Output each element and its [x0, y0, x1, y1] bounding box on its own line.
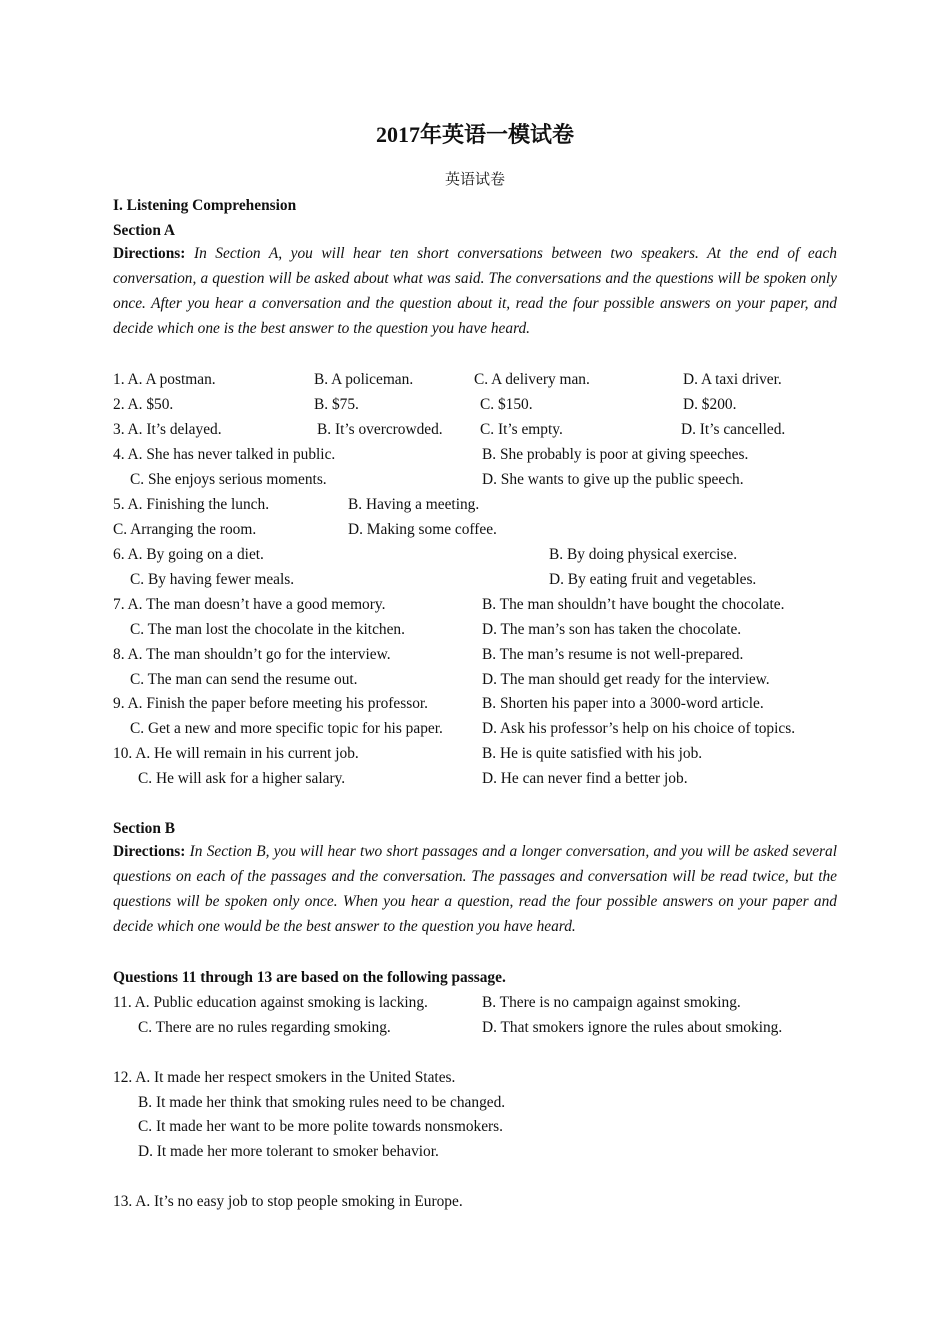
page-subtitle: 英语试卷 [444, 172, 505, 188]
q5-option-d: D. Making some coffee. [348, 521, 497, 538]
q5-option-c: C. Arranging the room. [113, 521, 257, 538]
directions-label: Directions: [113, 843, 186, 860]
section-a-directions [113, 242, 837, 342]
q6-option-d: D. By eating fruit and vegetables. [549, 571, 757, 588]
q2-option-d: D. $200. [683, 396, 737, 413]
q4-option-b: B. She probably is poor at giving speeches. [482, 446, 749, 463]
directions-text: In Section B, you will hear two short passages and a longer conversation, and you will be asked several questions on each of the passages and the conversation. The passages and conversation will be read twice, but the questions will be spoken only once. When you hear a question, read the four possible answers on your paper and decide which one would be the best answer to the question you have heard. [113, 843, 837, 935]
directions-text: In Section A, you will hear ten short conversations between two speakers. At the end of each conversation, a question will be asked about what was said. The conversations and the questions will be spoken only once. After you hear a conversation and the question about it, read the four possible answers on your paper, and decide which one is the best answer to the question you have heard. [113, 245, 837, 337]
q9-option-a: 9. A. Finish the paper before meeting his professor. [113, 695, 429, 712]
q4-option-c: C. She enjoys serious moments. [130, 471, 327, 488]
q10-option-a: 10. A. He will remain in his current job. [113, 745, 359, 762]
q8-option-b: B. The man’s resume is not well-prepared. [482, 646, 744, 663]
page-title: 2017年英语一模试卷 [375, 122, 574, 147]
directions-label: Directions: [113, 245, 186, 262]
q3-option-c: C. It’s empty. [480, 421, 563, 438]
q8-option-a: 8. A. The man shouldn’t go for the interview. [113, 646, 391, 663]
q3-option-a: 3. A. It’s delayed. [113, 421, 222, 438]
q6-option-a: 6. A. By going on a diet. [113, 546, 264, 563]
passage-heading: Questions 11 through 13 are based on the following passage. [113, 969, 506, 986]
part-heading: I. Listening Comprehension [113, 197, 297, 214]
q6-option-c: C. By having fewer meals. [130, 571, 295, 588]
q11-option-a: 11. A. Public education against smoking is lacking. [113, 994, 428, 1011]
q7-option-c: C. The man lost the chocolate in the kitchen. [130, 621, 405, 638]
q8-option-c: C. The man can send the resume out. [130, 671, 358, 688]
q1-option-c: C. A delivery man. [474, 371, 590, 388]
q2-option-a: 2. A. $50. [113, 396, 174, 413]
q11-option-d: D. That smokers ignore the rules about smoking. [482, 1019, 783, 1036]
q5-option-a: 5. A. Finishing the lunch. [113, 496, 270, 513]
q10-option-c: C. He will ask for a higher salary. [138, 770, 346, 787]
q2-option-b: B. $75. [314, 396, 359, 413]
q1-option-b: B. A policeman. [314, 371, 414, 388]
q6-option-b: B. By doing physical exercise. [549, 546, 738, 563]
section-a-heading: Section A [113, 222, 175, 239]
q12-option-c: C. It made her want to be more polite towards nonsmokers. [138, 1118, 504, 1135]
section-b-directions [113, 840, 837, 940]
q12-option-d: D. It made her more tolerant to smoker behavior. [138, 1143, 439, 1160]
q11-option-b: B. There is no campaign against smoking. [482, 994, 741, 1011]
q4-option-d: D. She wants to give up the public speech. [482, 471, 744, 488]
q13-option-a: 13. A. It’s no easy job to stop people smoking in Europe. [113, 1193, 463, 1210]
q8-option-d: D. The man should get ready for the interview. [482, 671, 770, 688]
q9-option-c: C. Get a new and more specific topic for his paper. [130, 720, 443, 737]
q12-option-b: B. It made her think that smoking rules need to be changed. [138, 1094, 506, 1111]
q3-option-d: D. It’s cancelled. [681, 421, 786, 438]
q10-option-b: B. He is quite satisfied with his job. [482, 745, 703, 762]
q2-option-c: C. $150. [480, 396, 533, 413]
q10-option-d: D. He can never find a better job. [482, 770, 688, 787]
q4-option-a: 4. A. She has never talked in public. [113, 446, 336, 463]
q7-option-d: D. The man’s son has taken the chocolate. [482, 621, 742, 638]
q3-option-b: B. It’s overcrowded. [317, 421, 443, 438]
q11-option-c: C. There are no rules regarding smoking. [138, 1019, 391, 1036]
section-b-heading: Section B [113, 820, 175, 837]
q7-option-b: B. The man shouldn’t have bought the chocolate. [482, 596, 785, 613]
q7-option-a: 7. A. The man doesn’t have a good memory. [113, 596, 386, 613]
q5-option-b: B. Having a meeting. [348, 496, 480, 513]
q1-option-d: D. A taxi driver. [683, 371, 782, 388]
q9-option-b: B. Shorten his paper into a 3000-word article. [482, 695, 764, 712]
q12-option-a: 12. A. It made her respect smokers in the United States. [113, 1069, 456, 1086]
q9-option-d: D. Ask his professor’s help on his choice of topics. [482, 720, 796, 737]
q1-option-a: 1. A. A postman. [113, 371, 216, 388]
